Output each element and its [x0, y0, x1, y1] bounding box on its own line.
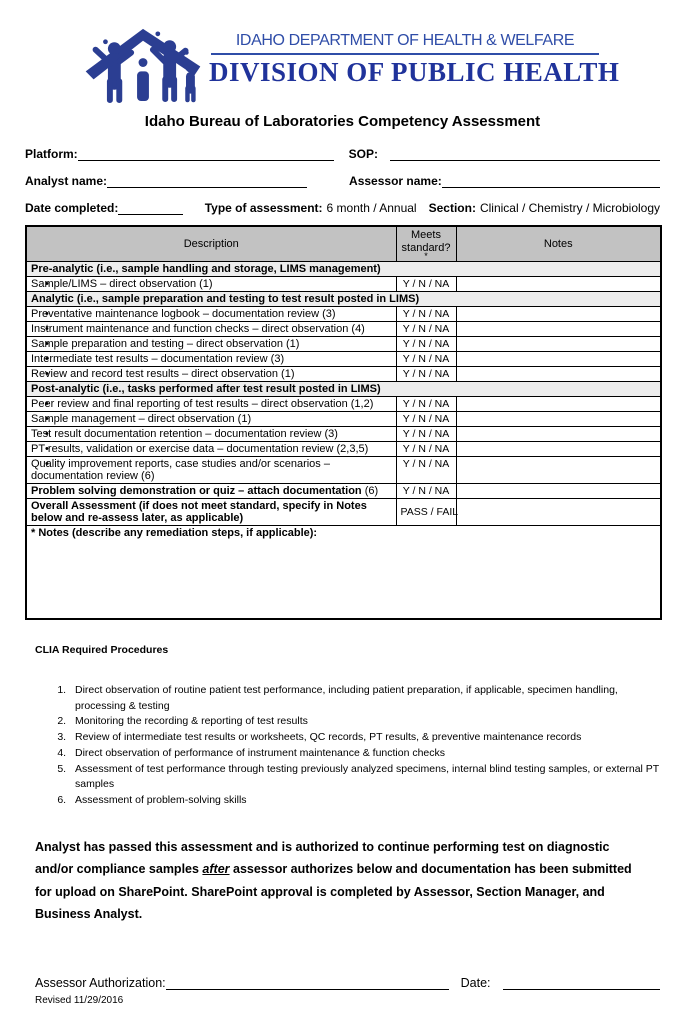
date-completed-blank-line: [118, 200, 182, 215]
problem-solving-label: Problem solving demonstration or quiz – attach documentation: [31, 485, 365, 498]
list-item: 2. Monitoring the recording & reporting of test results: [69, 714, 667, 730]
table-row: [26, 352, 661, 367]
section-header-pre-analytic: Pre-analytic (i.e., sample handling and storage, LIMS management): [26, 262, 661, 277]
notes-area-row: [26, 526, 661, 619]
table-row: [26, 367, 661, 382]
description-cell: • Sample/LIMS – direct observation (1): [26, 277, 396, 292]
form-row-platform-sop: [25, 143, 660, 161]
meets-standard-cell: Y / N / NA: [396, 427, 456, 442]
remediation-notes-cell: * Notes (describe any remediation steps, if applicable):: [26, 526, 661, 619]
meets-standard-cell: Y / N / NA: [396, 367, 456, 382]
description-cell: Overall Assessment (if does not meet standard, specify in Notes below and re-assess later, as applicable): [26, 499, 396, 526]
notes-cell: [456, 427, 661, 442]
overall-assessment-row: [26, 499, 661, 526]
assessment-type-label: Type of assessment:: [204, 201, 323, 215]
description-column-header: Description: [26, 226, 396, 262]
section-label: Section:: [428, 201, 476, 215]
notes-cell: [456, 442, 661, 457]
meets-standard-cell: PASS / FAIL: [396, 499, 456, 526]
letterhead: [83, 22, 660, 106]
clia-procedures-heading: CLIA Required Procedures: [35, 643, 169, 656]
platform-blank-line: [78, 146, 334, 161]
description-cell: • Sample preparation and testing – direct observation (1): [26, 337, 396, 352]
department-name: IDAHO DEPARTMENT OF HEALTH & WELFARE: [235, 32, 575, 49]
date-label: Date:: [460, 975, 491, 990]
list-item: 4. Direct observation of performance of instrument maintenance & function checks: [69, 746, 667, 762]
notes-cell: [456, 352, 661, 367]
assessor-name-blank-line: [442, 173, 660, 188]
notes-cell: [456, 499, 661, 526]
section-header-post-analytic: Post-analytic (i.e., tasks performed after test result posted in LIMS): [26, 382, 661, 397]
notes-cell: [456, 307, 661, 322]
notes-cell: [456, 277, 661, 292]
problem-solving-row: [26, 484, 661, 499]
table-row: [26, 337, 661, 352]
competency-assessment-table: [25, 225, 662, 620]
table-row: [26, 277, 661, 292]
table-row: [26, 427, 661, 442]
meets-standard-cell: Y / N / NA: [396, 397, 456, 412]
description-cell: [26, 484, 396, 499]
form-row-date-type-section: [25, 197, 660, 215]
sop-blank-line: [390, 146, 660, 161]
description-cell: • Instrument maintenance and function checks – direct observation (4): [26, 322, 396, 337]
meets-standard-cell: Y / N / NA: [396, 307, 456, 322]
auth-text-part2: assessor authorizes below and documentation has been submitted for upload on SharePoint. SharePoint approval is completed by Assessor, Section Manager, and Business Analyst.: [35, 862, 632, 922]
platform-label: Platform:: [25, 147, 78, 161]
date-completed-label: Date completed:: [25, 201, 119, 215]
analyst-name-label: Analyst name:: [25, 174, 108, 188]
family-house-logo-icon: [83, 22, 203, 106]
clia-procedures-list: [47, 683, 667, 809]
meets-standard-cell: Y / N / NA: [396, 484, 456, 499]
assessor-authorization-label: Assessor Authorization:: [35, 975, 166, 990]
assessor-name-label: Assessor name:: [349, 174, 442, 188]
page-title: Idaho Bureau of Laboratories Competency Assessment: [144, 113, 541, 130]
meets-standard-cell: Y / N / NA: [396, 322, 456, 337]
meets-standard-cell: Y / N / NA: [396, 352, 456, 367]
meets-standard-cell: Y / N / NA: [396, 277, 456, 292]
notes-cell: [456, 412, 661, 427]
meets-header-line1: Meets: [411, 229, 441, 241]
division-name: DIVISION OF PUBLIC HEALTH: [209, 57, 620, 87]
header-divider: [211, 53, 599, 55]
description-cell: • Test result documentation retention – documentation review (3): [26, 427, 396, 442]
table-row: [26, 307, 661, 322]
authorization-paragraph: [35, 836, 645, 926]
table-header-row: [26, 226, 661, 262]
description-cell: • Intermediate test results – documentation review (3): [26, 352, 396, 367]
meets-standard-cell: Y / N / NA: [396, 457, 456, 484]
description-cell: • PT results, validation or exercise data – documentation review (2,3,5): [26, 442, 396, 457]
notes-cell: [456, 397, 661, 412]
sop-label: SOP:: [348, 147, 379, 161]
problem-solving-ref: (6): [364, 485, 379, 498]
meets-standard-cell: Y / N / NA: [396, 442, 456, 457]
agency-titles: [209, 32, 620, 88]
form-row-names: [25, 170, 660, 188]
section-header-analytic: Analytic (i.e., sample preparation and testing to test result posted in LIMS): [26, 292, 661, 307]
notes-column-header: Notes: [456, 226, 661, 262]
auth-text-part1: Analyst has passed this assessment and is authorized to continue performing test on diagnostic and/or compliance samples: [35, 839, 610, 877]
assessor-signature-blank-line: [166, 975, 449, 990]
meets-standard-cell: Y / N / NA: [396, 412, 456, 427]
notes-cell: [456, 457, 661, 484]
auth-text-emphasis: after: [202, 862, 230, 877]
notes-cell: [456, 367, 661, 382]
list-item: 5. Assessment of test performance through testing previously analyzed specimens, internal blind testing samples, or external PT samples: [69, 762, 667, 794]
notes-cell: [456, 337, 661, 352]
table-row: [26, 442, 661, 457]
revision-date: Revised 11/29/2016: [35, 994, 124, 1006]
table-row: [26, 397, 661, 412]
section-header-row: [26, 292, 661, 307]
notes-cell: [456, 484, 661, 499]
section-header-row: [26, 262, 661, 277]
assessment-type-options: 6 month / Annual: [326, 201, 417, 215]
notes-cell: [456, 322, 661, 337]
section-options: Clinical / Chemistry / Microbiology: [479, 201, 660, 215]
table-row: [26, 322, 661, 337]
section-header-row: [26, 382, 661, 397]
table-row: [26, 457, 661, 484]
list-item: 6. Assessment of problem-solving skills: [69, 793, 667, 809]
meets-standard-cell: Y / N / NA: [396, 337, 456, 352]
meets-standard-column-header: [396, 226, 456, 262]
signature-row: [35, 972, 660, 990]
meets-footnote-mark: *: [424, 251, 428, 262]
date-blank-line: [503, 975, 660, 990]
description-cell: • Preventative maintenance logbook – documentation review (3): [26, 307, 396, 322]
table-row: [26, 412, 661, 427]
description-cell: • Quality improvement reports, case studies and/or scenarios – documentation review (6): [26, 457, 396, 484]
description-cell: • Review and record test results – direct observation (1): [26, 367, 396, 382]
description-cell: • Peer review and final reporting of test results – direct observation (1,2): [26, 397, 396, 412]
description-cell: • Sample management – direct observation (1): [26, 412, 396, 427]
analyst-name-blank-line: [107, 173, 307, 188]
meets-header-line2: standard?: [401, 241, 451, 254]
form-fields: [25, 143, 660, 215]
list-item: 3. Review of intermediate test results or worksheets, QC records, PT results, & preventive maintenance records: [69, 730, 667, 746]
list-item: 1. Direct observation of routine patient test performance, including patient preparation, if applicable, specimen handling, processing & testing: [69, 683, 667, 715]
